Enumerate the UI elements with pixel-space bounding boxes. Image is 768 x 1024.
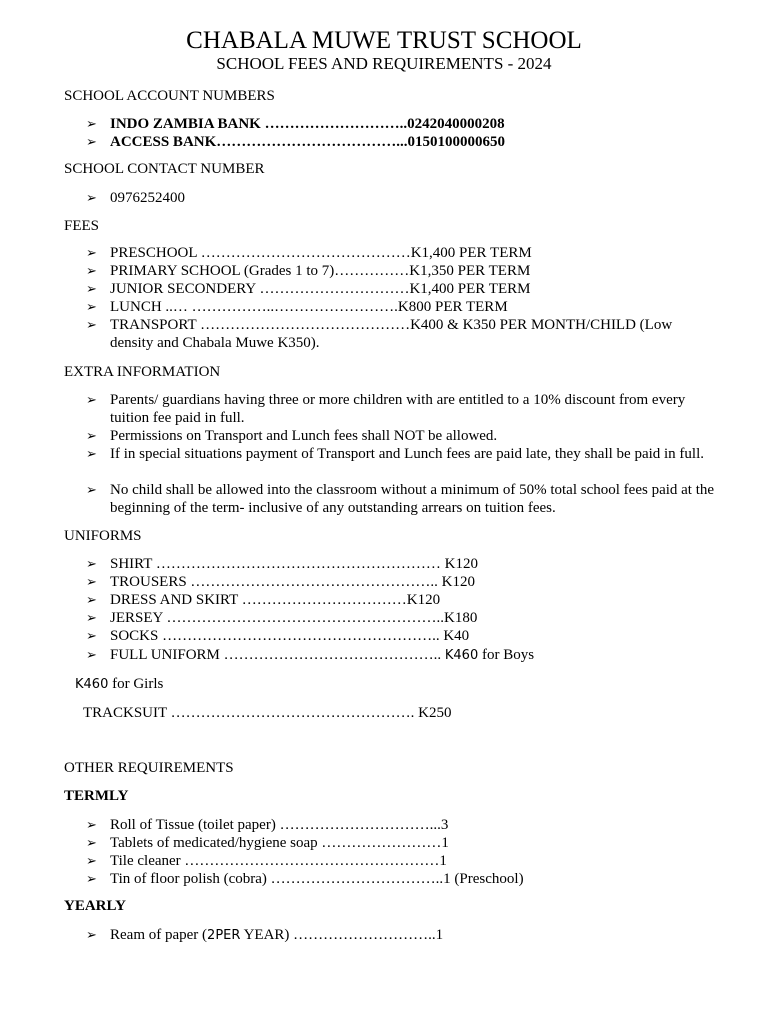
- full-uniform-item: [110, 646, 534, 665]
- uniform-item: SHIRT ………………………………………………… K120: [110, 556, 478, 572]
- bullet-arrow-icon: ➢: [86, 245, 97, 260]
- yearly-item: [110, 926, 443, 945]
- uniforms-heading: UNIFORMS: [64, 528, 142, 544]
- contact-heading: SCHOOL CONTACT NUMBER: [64, 161, 265, 177]
- bullet-arrow-icon: ➢: [86, 817, 97, 832]
- bullet-arrow-icon: ➢: [86, 299, 97, 314]
- full-uniform-price: K460: [444, 648, 479, 663]
- yearly-item-label: Ream of paper (: [110, 927, 208, 943]
- extra-info-heading: EXTRA INFORMATION: [64, 364, 221, 380]
- fees-heading: FEES: [64, 218, 100, 234]
- yearly-item-suffix: YEAR) ………………………..1: [240, 927, 444, 943]
- bullet-arrow-icon: ➢: [86, 428, 97, 443]
- fee-item: PRIMARY SCHOOL (Grades 1 to 7)……………K1,350 PER TERM: [110, 263, 531, 279]
- bullet-arrow-icon: ➢: [86, 446, 97, 461]
- girls-uniform-suffix: for Girls: [112, 676, 164, 692]
- termly-item: Tablets of medicated/hygiene soap ……………………1: [110, 835, 449, 851]
- termly-item: Tin of floor polish (cobra) ……………………………..1 (Preschool): [110, 871, 524, 887]
- yearly-heading: YEARLY: [64, 898, 126, 914]
- bullet-arrow-icon: ➢: [86, 281, 97, 296]
- extra-info-item: If in special situations payment of Transport and Lunch fees are paid late, they shall be paid in full.: [110, 446, 705, 462]
- uniform-item: JERSEY ………………………………………………..K180: [110, 610, 478, 626]
- fee-item: JUNIOR SECONDERY …………………………K1,400 PER TERM: [110, 281, 531, 297]
- bullet-arrow-icon: ➢: [86, 871, 97, 886]
- termly-item: Roll of Tissue (toilet paper) …………………………...3: [110, 817, 449, 833]
- bullet-arrow-icon: ➢: [86, 927, 97, 942]
- document-subtitle: SCHOOL FEES AND REQUIREMENTS - 2024: [216, 54, 552, 73]
- contact-number: 0976252400: [110, 190, 185, 206]
- full-uniform-suffix: for Boys: [481, 647, 535, 663]
- bullet-arrow-icon: ➢: [86, 317, 97, 332]
- other-requirements-heading: OTHER REQUIREMENTS: [64, 760, 234, 776]
- termly-heading: TERMLY: [64, 788, 129, 804]
- bullet-arrow-icon: ➢: [86, 853, 97, 868]
- fee-item: TRANSPORT ……………………………………K400 & K350 PER MONTH/CHILD (Low density and Chabala Muwe K350).: [110, 317, 673, 351]
- bullet-arrow-icon: ➢: [86, 628, 97, 643]
- bullet-arrow-icon: ➢: [86, 835, 97, 850]
- full-uniform-label: FULL UNIFORM ……………………………………..: [110, 647, 442, 663]
- girls-uniform-price: K460: [75, 677, 109, 692]
- bullet-arrow-icon: ➢: [86, 592, 97, 607]
- bullet-arrow-icon: ➢: [86, 647, 97, 662]
- extra-info-item: Permissions on Transport and Lunch fees shall NOT be allowed.: [110, 428, 498, 444]
- extra-info-item: No child shall be allowed into the classroom without a minimum of 50% total school fees paid at the beginning of the term- inclusive of any outstanding arrears on tuition fees.: [110, 482, 715, 516]
- tracksuit-line: TRACKSUIT …………………………………………. K250: [83, 705, 452, 721]
- yearly-item-quantity: 2PER: [207, 928, 241, 943]
- school-title: CHABALA MUWE TRUST SCHOOL: [186, 27, 582, 54]
- account-item: INDO ZAMBIA BANK ………………………..0242040000208: [110, 116, 505, 132]
- bullet-arrow-icon: ➢: [86, 190, 97, 205]
- bullet-arrow-icon: ➢: [86, 482, 97, 497]
- bullet-arrow-icon: ➢: [86, 574, 97, 589]
- fee-item: PRESCHOOL ……………………………………K1,400 PER TERM: [110, 245, 532, 261]
- bullet-arrow-icon: ➢: [86, 134, 97, 149]
- accounts-heading: SCHOOL ACCOUNT NUMBERS: [64, 88, 275, 104]
- uniform-item: TROUSERS ………………………………………….. K120: [110, 574, 476, 590]
- uniform-item: SOCKS ……………………………………………….. K40: [110, 628, 470, 644]
- uniform-item: DRESS AND SKIRT ……………………………K120: [110, 592, 441, 608]
- bullet-arrow-icon: ➢: [86, 392, 97, 407]
- girls-uniform-line: [75, 675, 163, 694]
- bullet-arrow-icon: ➢: [86, 263, 97, 278]
- bullet-arrow-icon: ➢: [86, 116, 97, 131]
- bullet-arrow-icon: ➢: [86, 556, 97, 571]
- termly-item: Tile cleaner ……………………………………………1: [110, 853, 447, 869]
- bullet-arrow-icon: ➢: [86, 610, 97, 625]
- extra-info-item: Parents/ guardians having three or more children with are entitled to a 10% discount from every tuition fee paid in full.: [110, 392, 686, 426]
- fee-item: LUNCH ..… ……………..…………………….K800 PER TERM: [110, 299, 508, 315]
- account-item: ACCESS BANK………………………………...0150100000650: [110, 134, 506, 150]
